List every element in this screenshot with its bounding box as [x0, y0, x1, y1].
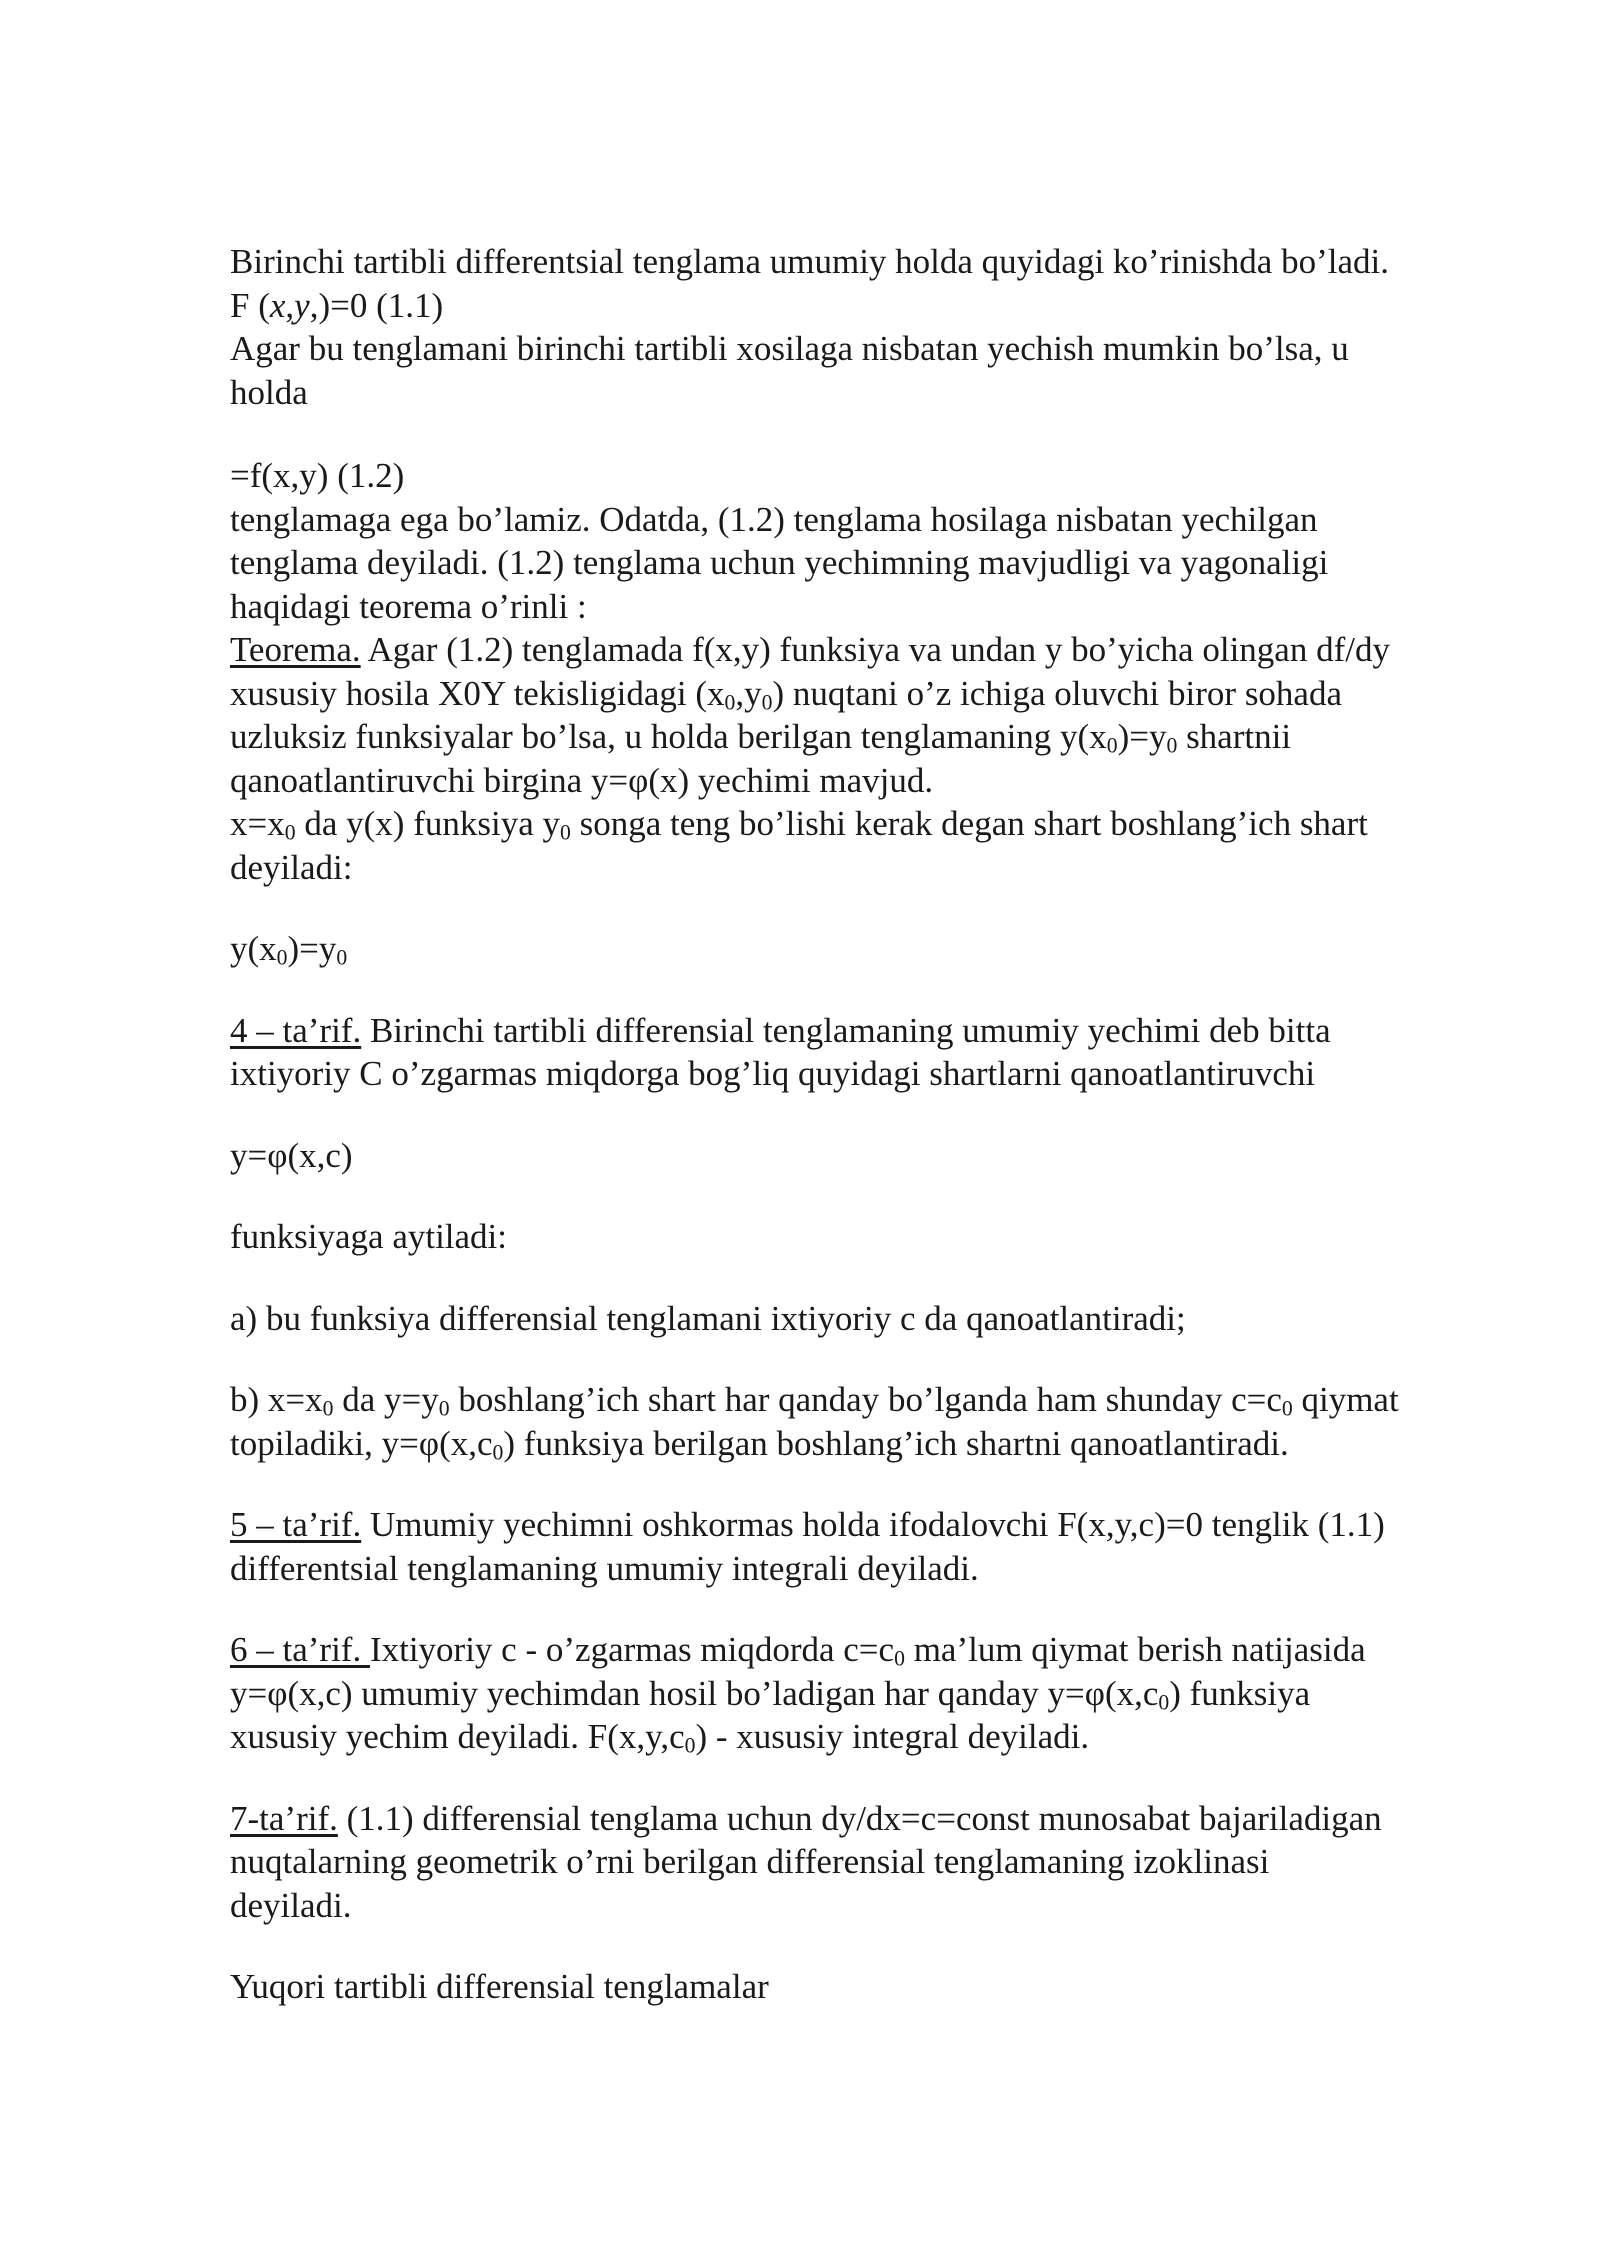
definition-label: 4 – ta’rif.	[230, 1010, 362, 1050]
list-item-a: a) bu funksiya differensial tenglamani ixtiyoriy c da qanoatlantiradi;	[230, 1298, 1186, 1338]
text-line: holda	[230, 372, 308, 412]
text-line: qanoatlantiruvchi birgina y=φ(x) yechimi mavjud.	[230, 760, 934, 800]
definition-7: 7-ta’rif. (1.1) differensial tenglama uchun dy/dx=c=const munosabat bajariladigan nuqtalarning geometrik o’rni berilgan differensial tenglamaning izoklinasi deyiladi.	[230, 1797, 1510, 1928]
text-line: tenglama deyiladi. (1.2) tenglama uchun yechimning mavjudligi va yagonaligi	[230, 543, 1329, 582]
text-line: nuqtalarning geometrik o’rni berilgan differensial tenglamaning izoklinasi	[230, 1842, 1270, 1881]
section-heading: Yuqori tartibli differensial tenglamalar	[230, 1967, 769, 2006]
text-line: ixtiyoriy C o’zgarmas miqdorga bog’liq quyidagi shartlarni qanoatlantiruvchi	[230, 1054, 1316, 1093]
list-item-b: b) $x=x_0$ da $y=y_0$ boshlang’ich shart har qanday bo’lganda ham shunday $c=c_0$ qiymat topiladiki, $y=\varphi(x,c_0)$ funksiya berilgan boshlang’ich shartni qanoatlantiradi.	[230, 1380, 1399, 1464]
text-line: funksiyaga aytiladi:	[230, 1217, 508, 1256]
theorem-block: Teorema. Agar (1.2) tenglamada f(x,y) funksiya va undan y bo’yicha olingan df/dy xususiy hosila X0Y tekisligidagi $(x_0,y_0)$ nuqtani o’z ichiga oluvchi biror sohada uzluksiz funksiyalar bo’lsa, u holda berilgan tenglamaning $y(x_0)=y_0$ shartnii qanoatlantiruvchi birgina y=φ(x) yechimi mavjud. $x=x_0$ da y(x) funksiya $y_0$ songa teng bo’lishi kerak degan shart boshlang’ich shart deyiladi:	[230, 628, 1510, 889]
definition-5: 5 – ta’rif. Umumiy yechimni oshkormas holda ifodalovchi F(x,y,c)=0 tenglik (1.1) differentsial tenglamaning umumiy integrali deyiladi.	[230, 1503, 1510, 1590]
text-line: Birinchi tartibli differentsial tenglama umumiy holda quyidagi ko’rinishda bo’ladi.	[230, 242, 1389, 281]
text-line: Agar bu tenglamani birinchi tartibli xosilaga nisbatan yechish mumkin bo’lsa, u	[230, 329, 1349, 368]
theorem-label: Teorema.	[230, 630, 361, 669]
text-line: deyiladi.	[230, 1885, 352, 1925]
text-line: differentsial tenglamaning umumiy integrali deyiladi.	[230, 1548, 979, 1588]
text-line: tenglamaga ega bo’lamiz. Odatda, (1.2) tenglama hosilaga nisbatan yechilgan	[230, 499, 1318, 539]
equation-1-2: =f(x,y) (1.2)	[230, 456, 405, 495]
text-line: deyiladi:	[230, 847, 353, 887]
general-solution-formula: y=φ(x,c)	[230, 1135, 353, 1175]
equation-1-1: F (x,y,)=0 (1.1)	[230, 285, 444, 325]
definition-6: 6 – ta’rif. Ixtiyoriy c - o’zgarmas miqdorda $c=c_0$ ma’lum qiymat berish natijasida y=φ(x,c) umumiy yechimdan hosil bo’ladigan har qanday $y=\varphi(x,c_0)$ funksiya xususiy yechim deyiladi. $F(x,y,c_0)$ - xususiy integral deyiladi.	[230, 1630, 1366, 1758]
definition-4: 4 – ta’rif. Birinchi tartibli differensial tenglamaning umumiy yechimi deb bitta ixtiyoriy C o’zgarmas miqdorga bog’liq quyidagi shartlarni qanoatlantiruvchi	[230, 1009, 1510, 1096]
text-line: haqidagi teorema o’rinli :	[230, 586, 587, 626]
definition-label: 6 – ta’rif.	[230, 1630, 370, 1669]
intro-paragraph	[230, 240, 1510, 414]
initial-condition-formula: $y(x_0)=y_0$	[230, 929, 348, 970]
definition-label: 7-ta’rif.	[230, 1798, 338, 1838]
definition-label: 5 – ta’rif.	[230, 1505, 362, 1544]
paragraph-2	[230, 498, 1510, 629]
